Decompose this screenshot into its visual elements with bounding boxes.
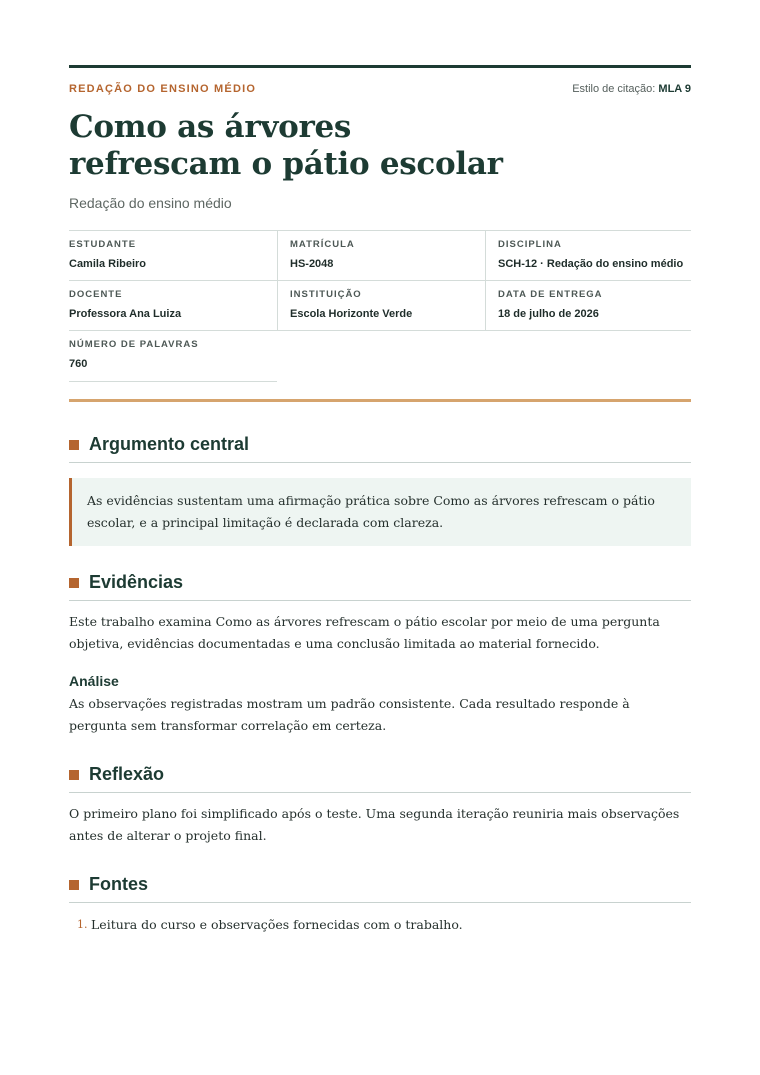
square-bullet-icon [69, 440, 79, 450]
meta-value: Camila Ribeiro [69, 258, 147, 270]
list-number: 1. [77, 918, 88, 931]
meta-label: MATRÍCULA [290, 239, 355, 250]
title-line-2: refrescam o pátio escolar [69, 146, 503, 182]
document-kicker: REDAÇÃO DO ENSINO MÉDIO [69, 83, 257, 95]
analysis-paragraph: As observações registradas mostram um padrão consistente. Cada resultado responde à pergunta sem transformar correlação em certeza. [69, 696, 630, 733]
section-reflection [69, 764, 691, 847]
section-argument [69, 434, 691, 546]
meta-label: ESTUDANTE [69, 239, 137, 250]
meta-value: SCH-12 · Redação do ensino médio [498, 258, 684, 270]
meta-value: Professora Ana Luiza [69, 308, 182, 320]
meta-label: DISCIPLINA [498, 239, 562, 250]
reflection-paragraph: O primeiro plano foi simplificado após o teste. Uma segunda iteração reuniria mais observações antes de alterar o projeto final. [69, 806, 680, 843]
evidence-paragraph: Este trabalho examina Como as árvores refrescam o pátio escolar por meio de uma pergunta objetiva, evidências documentadas e uma conclusão limitada ao material fornecido. [69, 614, 660, 651]
section-heading [69, 434, 691, 463]
section-title: Evidências [89, 572, 184, 592]
section-heading [69, 572, 691, 601]
meta-value: Escola Horizonte Verde [290, 308, 413, 320]
metadata-row [69, 231, 691, 281]
source-text: Leitura do curso e observações fornecidas com o trabalho. [91, 917, 463, 932]
section-sources [69, 874, 691, 936]
meta-teacher [69, 281, 277, 330]
page-title [69, 109, 691, 183]
sources-list [69, 914, 691, 936]
meta-label: NÚMERO DE PALAVRAS [69, 339, 199, 350]
accent-rule [69, 399, 691, 402]
document-page [69, 65, 691, 936]
metadata-row [69, 281, 691, 331]
top-rule [69, 65, 691, 68]
meta-course [485, 231, 691, 280]
metadata-row [69, 331, 691, 382]
citation-value: MLA 9 [658, 83, 691, 95]
square-bullet-icon [69, 880, 79, 890]
section-title: Fontes [89, 874, 149, 894]
square-bullet-icon [69, 578, 79, 588]
list-item [69, 914, 691, 936]
meta-school [277, 281, 485, 330]
section-heading [69, 874, 691, 903]
section-evidence [69, 572, 691, 737]
page-subtitle: Redação do ensino médio [69, 195, 232, 211]
meta-label: INSTITUIÇÃO [290, 289, 362, 300]
meta-id [277, 231, 485, 280]
square-bullet-icon [69, 770, 79, 780]
meta-value: HS-2048 [290, 258, 334, 270]
meta-word-count [69, 331, 277, 382]
analysis-subheading: Análise [69, 673, 119, 689]
title-line-1: Como as árvores [69, 109, 352, 145]
meta-due-date [485, 281, 691, 330]
thesis-callout: As evidências sustentam uma afirmação prática sobre Como as árvores refrescam o pátio escolar, e a principal limitação é declarada com clareza. [69, 478, 691, 546]
metadata-table [69, 230, 691, 382]
meta-label: DOCENTE [69, 289, 123, 300]
section-heading [69, 764, 691, 793]
citation-style [572, 83, 691, 95]
header-row [69, 83, 691, 95]
meta-student [69, 231, 277, 280]
meta-label: DATA DE ENTREGA [498, 289, 603, 300]
section-title: Argumento central [89, 434, 250, 454]
meta-value: 760 [69, 358, 88, 370]
section-title: Reflexão [89, 764, 165, 784]
meta-value: 18 de julho de 2026 [498, 308, 599, 320]
citation-label: Estilo de citação: [572, 83, 656, 95]
